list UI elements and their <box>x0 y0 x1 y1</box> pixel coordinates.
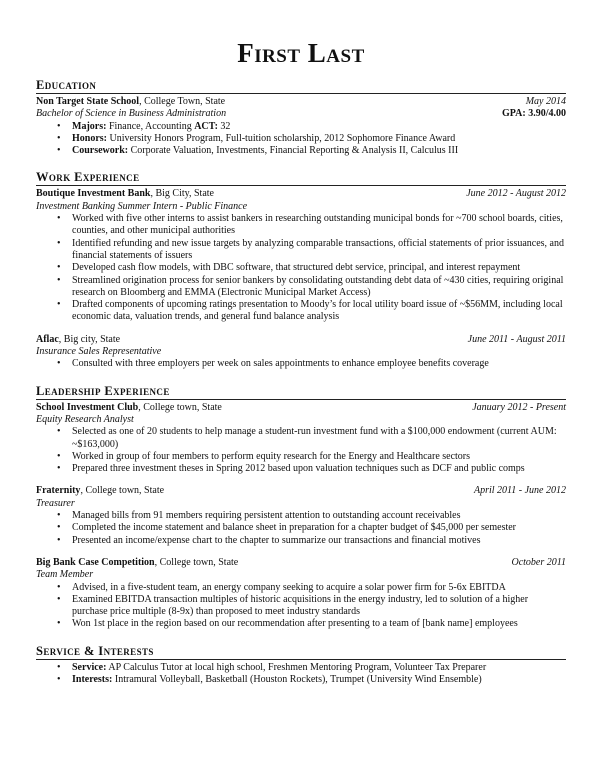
section-title-service: Service & Interests <box>36 644 566 660</box>
section-title-education: Education <box>36 78 566 94</box>
service-section <box>36 644 566 687</box>
section-title-leadership: Leadership Experience <box>36 384 566 400</box>
gpa: GPA: 3.90/4.00 <box>502 108 566 120</box>
list-item: • Drafted components of upcoming ratings presentation to Moody’s for local utility board issue of ~$56MM, including local economic data, valuation trends, and general fund balance analysis <box>72 299 566 324</box>
list-item: • Developed cash flow models, with DBC software, that structured debt service, principal, and interest repayment <box>72 262 566 274</box>
list-item: • Coursework: Corporate Valuation, Investments, Financial Reporting & Analysis II, Calculus III <box>72 145 566 157</box>
candidate-name: First Last <box>237 38 365 68</box>
organization-location: , College town, State <box>138 401 222 413</box>
list-item: • Consulted with three employers per week on sales appointments to enhance employee benefits coverage <box>72 358 566 370</box>
school-location: , College Town, State <box>139 96 226 107</box>
job-title: Investment Banking Summer Intern - Public Finance <box>36 200 248 212</box>
leadership-entry <box>36 402 566 476</box>
list-item: • Honors: University Honors Program, Full-tuition scholarship, 2012 Sophomore Finance Award <box>72 133 566 145</box>
organization-name: Fraternity <box>36 485 81 497</box>
leadership-entry <box>36 557 566 631</box>
entry-date: January 2012 - Present <box>472 401 566 413</box>
entry-date: April 2011 - June 2012 <box>473 485 566 497</box>
work-entry <box>36 334 566 371</box>
leadership-entry <box>36 485 566 546</box>
list-item: • Managed bills from 91 members requiring persistent attention to outstanding account receivables <box>72 510 566 522</box>
section-title-work: Work Experience <box>36 170 566 186</box>
employer-location: , Big City, State <box>150 188 214 200</box>
list-item: • Prepared three investment theses in Spring 2012 based upon valuation techniques such as DCF and public comps <box>72 463 566 475</box>
degree: Bachelor of Science in Business Administration <box>36 108 227 120</box>
employer-name: Boutique Investment Bank <box>36 188 151 200</box>
education-section <box>36 78 566 157</box>
service-bullets <box>36 662 566 687</box>
list-item: • Majors: Finance, Accounting ACT: 32 <box>72 121 566 133</box>
list-item: • Advised, in a five-student team, an energy company seeking to acquire a solar power firm for 5-6x EBITDA <box>72 582 566 594</box>
organization-name: School Investment Club <box>36 401 139 413</box>
entry-bullets <box>36 358 566 370</box>
job-title: Insurance Sales Representative <box>36 346 162 358</box>
employer-location: , Big city, State <box>58 333 121 345</box>
entry-bullets <box>36 426 566 475</box>
list-item: • Service: AP Calculus Tutor at local high school, Freshmen Mentoring Program, Volunteer Tax Preparer <box>72 662 566 674</box>
position-title: Equity Research Analyst <box>36 413 134 425</box>
entry-date: June 2011 - August 2011 <box>467 333 566 345</box>
list-item: • Worked with five other interns to assist bankers in researching outstanding municipal bonds for ~700 school boards, cities, counties, and other municipal authorities <box>72 213 566 238</box>
list-item: • Presented an income/expense chart to the chapter to summarize our transactions and financial motives <box>72 535 566 547</box>
education-entry <box>36 96 566 157</box>
work-section <box>36 170 566 370</box>
list-item: • Completed the income statement and balance sheet in preparation for a chapter budget of $45,000 per semester <box>72 522 566 534</box>
entry-bullets <box>36 582 566 631</box>
list-item: • Selected as one of 20 students to help manage a student-run investment fund with a $100,000 endowment (current AUM: ~$163,000) <box>72 426 566 451</box>
position-title: Team Member <box>36 569 94 581</box>
education-bullets <box>36 121 566 158</box>
list-item: • Examined EBITDA transaction multiples of historic acquisitions in the energy industry, led to solution of a higher purchase price multiple (8-9x) than proposed to meet industry standards <box>72 594 566 619</box>
employer-name: Aflac <box>36 333 59 345</box>
entry-bullets <box>36 510 566 547</box>
position-title: Treasurer <box>36 497 75 509</box>
list-item: • Identified refunding and new issue targets by analyzing comparable transactions, official statements of prior issuances, and financial statements of issuers <box>72 238 566 263</box>
organization-location: , College town, State <box>154 556 239 568</box>
entry-bullets <box>36 213 566 324</box>
graduation-date: May 2014 <box>525 96 566 107</box>
school-name: Non Target State School <box>36 96 140 107</box>
organization-name: Big Bank Case Competition <box>36 556 155 568</box>
entry-date: October 2011 <box>511 556 566 568</box>
list-item: • Worked in group of four members to perform equity research for the Energy and Healthcare sectors <box>72 451 566 463</box>
list-item: • Interests: Intramural Volleyball, Basketball (Houston Rockets), Trumpet (University Wind Ensemble) <box>72 674 566 686</box>
organization-location: , College town, State <box>80 485 165 497</box>
entry-date: June 2012 - August 2012 <box>466 188 566 200</box>
list-item: • Won 1st place in the region based on our recommendation after presenting to a team of [bank name] employees <box>72 618 566 630</box>
work-entry <box>36 188 566 323</box>
list-item: • Streamlined origination process for senior bankers by consolidating outstanding debt data of ~430 cities, requiring original research on Bloomberg and EMMA (Electronic Municipal Market Access) <box>72 275 566 300</box>
leadership-section <box>36 384 566 631</box>
